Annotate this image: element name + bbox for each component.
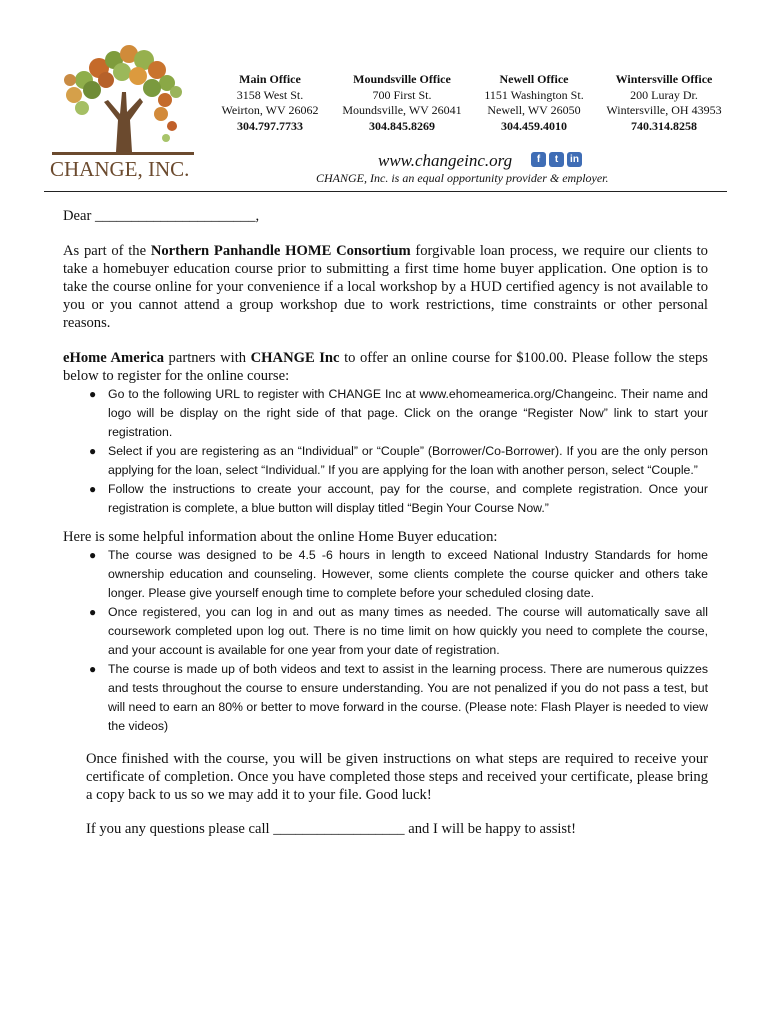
course-info-list [63, 546, 708, 736]
salutation: Dear ______________________, [63, 208, 260, 224]
ehome-name: eHome America [63, 350, 164, 366]
contact-line: If you any questions please call __________________ and I will be happy to assist! [86, 821, 577, 837]
change-inc-logo [44, 40, 204, 180]
office-phone: 304.459.4010 [501, 118, 567, 133]
letter-body [63, 207, 708, 838]
office-phone: 304.845.8269 [369, 118, 435, 133]
office-newell [476, 72, 592, 134]
info-heading: Here is some helpful information about the online Home Buyer education: [63, 529, 498, 545]
tagline: CHANGE, Inc. is an equal opportunity provider & employer. [316, 171, 609, 185]
tree-icon [44, 40, 204, 180]
social-icons [531, 152, 582, 167]
facebook-icon[interactable]: f [531, 152, 546, 167]
office-main [214, 72, 326, 134]
intro-post: forgivable loan process, we require our clients to take a homebuyer education course prior to submitting a first time home buyer application. One option is to take the course online for your convenience if a local workshop by a HUD certified agency is not available to you or you cannot attend a group workshop due to work restrictions, time constraints or other personal reasons. [63, 243, 708, 331]
office-city: Moundsville, WV 26041 [342, 103, 462, 117]
list-item: ● Select if you are registering as an “Individual” or “Couple” (Borrower/Co-Borrower). If you are the only person applying for the loan, select “Individual.” If you are applying for the loan with another person, select “Couple.” [89, 444, 708, 477]
office-moundsville [336, 72, 468, 134]
list-item: ● Once registered, you can log in and out as many times as needed. The course will automatically save all coursework completed upon log out. There is no time limit on how quickly you need to complete the course, and your account is available for one year from your date of registration. [89, 605, 708, 657]
office-street: 700 First St. [372, 87, 432, 102]
office-name: Wintersville Office [615, 72, 713, 86]
office-city: Weirton, WV 26062 [221, 103, 319, 117]
change-name: CHANGE Inc [250, 350, 340, 366]
partner-post: to offer an online course for $100.00. Please follow the steps below to register for the online course: [63, 350, 708, 384]
partner-mid: partners with [164, 350, 251, 366]
office-street: 1151 Washington St. [484, 87, 584, 102]
linkedin-icon[interactable]: in [567, 152, 582, 167]
office-street: 200 Luray Dr. [630, 87, 698, 102]
office-name: Newell Office [499, 72, 569, 86]
closing-paragraph: Once finished with the course, you will be given instructions on what steps are required to receive your certificate of completion. Once you have completed those steps and received your certificate, please bring a copy back to us so we may add it to your file. Good luck! [86, 751, 708, 803]
consortium-name: Northern Panhandle HOME Consortium [150, 243, 411, 259]
twitter-icon[interactable]: t [549, 152, 564, 167]
office-name: Main Office [239, 72, 301, 86]
logo-wordmark: CHANGE, INC. [50, 157, 190, 180]
office-wintersville [598, 72, 730, 134]
list-item: ● The course is made up of both videos and text to assist in the learning process. There are numerous quizzes and tests throughout the course to ensure understanding. You are not penalized if you do not pass a test, but will need to earn an 80% or better to move forward in the course. (Please note: Flash Player is needed to view the videos) [89, 662, 708, 733]
office-city: Newell, WV 26050 [487, 103, 581, 117]
website-link[interactable]: www.changeinc.org [378, 151, 513, 170]
office-phone: 304.797.7733 [237, 118, 303, 133]
list-item: ● The course was designed to be 4.5 -6 hours in length to exceed National Industry Standards for home ownership education and counseling. However, some clients complete the course quicker and others take longer. Please give yourself enough time to complete before your scheduled closing date. [89, 548, 708, 600]
list-item: ● Follow the instructions to create your account, pay for the course, and complete registration. Once your registration is complete, a blue button will display titled “Begin Your Course Now.” [89, 482, 708, 515]
office-name: Moundsville Office [353, 72, 451, 86]
header-divider [44, 191, 727, 192]
office-street: 3158 West St. [236, 87, 304, 102]
office-phone: 740.314.8258 [631, 118, 697, 133]
office-city: Wintersville, OH 43953 [606, 103, 722, 117]
registration-steps [63, 385, 708, 518]
intro-pre: As part of the [63, 243, 151, 259]
intro-paragraph [63, 242, 708, 332]
partner-paragraph [63, 349, 708, 385]
list-item: ● Go to the following URL to register with CHANGE Inc at www.ehomeamerica.org/Changeinc. Their name and logo will be display on the right side of that page. Click on the orange “Register Now” link to start your registration. [89, 387, 708, 439]
